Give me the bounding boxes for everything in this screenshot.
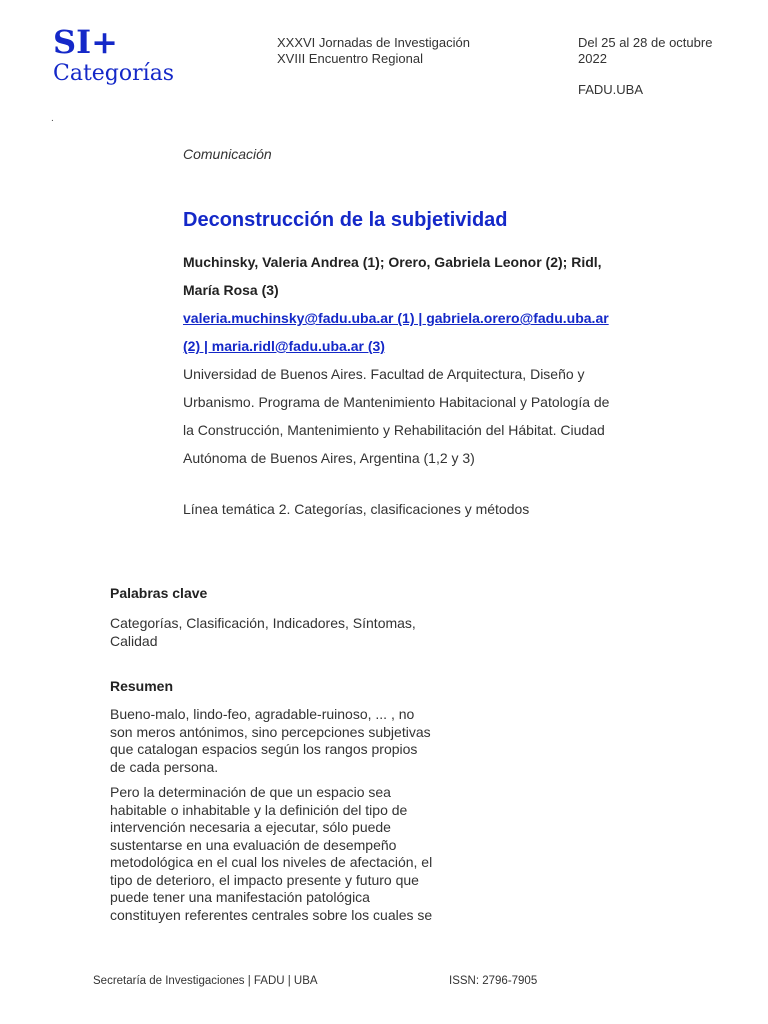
affiliation-line: la Construcción, Mantenimiento y Rehabilitación del Hábitat. Ciudad [183,422,605,438]
footer-left: Secretaría de Investigaciones | FADU | UBA [93,975,318,987]
event-dates: Del 25 al 28 de octubre [578,35,713,50]
event-year: 2022 [578,51,607,66]
article-title: Deconstrucción de la subjetividad [183,209,508,231]
keywords-text [110,615,470,650]
keywords-heading: Palabras clave [110,585,208,601]
summary-line: intervención necesaria a ejecutar, sólo puede [110,819,391,835]
summary-line: Pero la determinación de que un espacio sea [110,784,391,800]
summary-line: Bueno-malo, lindo-feo, agradable-ruinoso, ... , no [110,706,415,722]
thematic-line: Línea temática 2. Categorías, clasificaciones y métodos [183,501,530,517]
affiliation-line: Autónoma de Buenos Aires, Argentina (1,2 y 3) [183,450,475,466]
summary-line: de cada persona. [110,758,219,775]
affiliation [183,360,663,472]
summary-heading: Resumen [110,678,174,694]
summary-line: sustentarse en una evaluación de desempeño [110,836,397,853]
affiliation-line: Universidad de Buenos Aires. Facultad de Arquitectura, Diseño y [183,366,585,382]
email-link[interactable]: (2) | maria.ridl@fadu.uba.ar (3) [183,338,385,354]
affiliation-line: Urbanismo. Programa de Mantenimiento Habitacional y Patología de [183,394,610,410]
keywords-line: Calidad [110,632,158,649]
summary-line: tipo de deterioro, el impacto presente y futuro que [110,871,419,888]
summary-paragraph-2 [110,784,470,924]
footer-issn: ISSN: 2796-7905 [449,975,538,987]
event-subname: XVIII Encuentro Regional [277,51,423,66]
summary-line: puede tener una manifestación patológica [110,889,370,905]
logo-subtitle: Categorías [53,61,175,86]
summary-line: metodológica en el cual los niveles de afectación, el [110,854,433,870]
summary-paragraph-1 [110,706,470,776]
summary-line: que catalogan espacios según los rangos propios [110,741,418,757]
authors [183,248,663,304]
authors-line: María Rosa (3) [183,282,279,298]
event-name: XXXVI Jornadas de Investigación [277,35,470,50]
stray-dot: . [51,113,54,124]
authors-line: Muchinsky, Valeria Andrea (1); Orero, Gabriela Leonor (2); Ridl, [183,254,602,270]
keywords-line: Categorías, Clasificación, Indicadores, Síntomas, [110,615,416,631]
article-type: Comunicación [183,146,272,162]
institution-name: FADU.UBA [578,82,644,97]
summary-line: son meros antónimos, sino percepciones subjetivas [110,723,431,740]
email-link[interactable]: valeria.muchinsky@fadu.uba.ar (1) | gabriela.orero@fadu.uba.ar [183,310,609,326]
author-emails [183,304,673,360]
summary-line: habitable o inhabitable y la definición del tipo de [110,801,408,818]
logo-title: SI+ [53,23,118,61]
summary-line: constituyen referentes centrales sobre los cuales se [110,906,433,923]
